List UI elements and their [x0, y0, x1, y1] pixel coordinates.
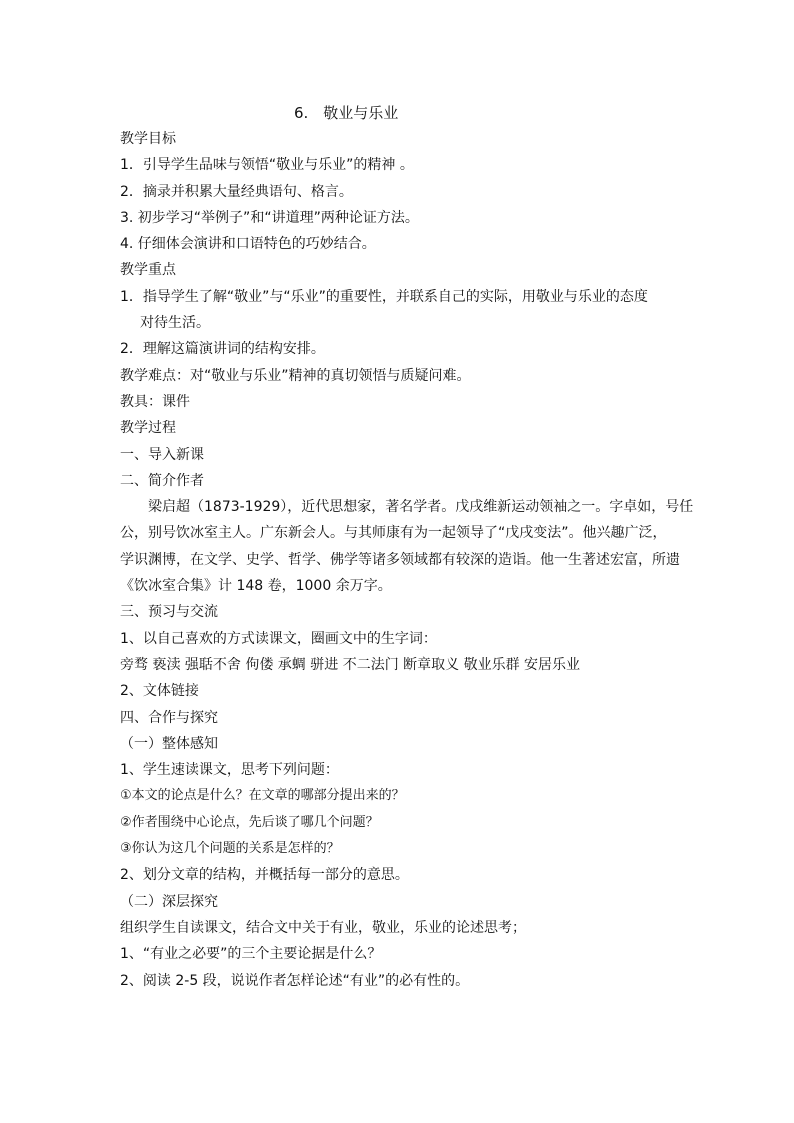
- objective-4: 4. 仔细体会演讲和口语特色的巧妙结合。: [120, 236, 376, 253]
- author-line-2: 公，别号饮冰室主人。广东新会人。与其师康有为一起领导了“戊戌变法”。他兴趣广泛，: [120, 525, 667, 542]
- subsection-deep: （二）深层探究: [120, 893, 218, 910]
- objective-2: 2．摘录并积累大量经典语句、格言。: [120, 183, 353, 200]
- process-heading: 教学过程: [120, 420, 176, 437]
- question-2: ②作者围绕中心论点，先后谈了哪几个问题？: [120, 814, 379, 830]
- step-author: 二、简介作者: [120, 472, 204, 489]
- step-preview: 三、预习与交流: [120, 604, 218, 621]
- objective-1: 1．引导学生品味与领悟“敬业与乐业”的精神 。: [120, 157, 414, 174]
- lesson-title: 6. 敬业与乐业: [294, 104, 399, 122]
- deep-intro: 组织学生自读课文，结合文中关于有业，敬业，乐业的论述思考；: [120, 919, 526, 936]
- author-line-4: 《饮冰室合集》计 148 卷，1000 余万字。: [120, 578, 392, 595]
- key-points-heading: 教学重点: [120, 262, 176, 279]
- teaching-tools: 教具：课件: [120, 393, 190, 410]
- title-row: [120, 100, 680, 126]
- deep-question-2: 2、阅读 2-5 段，说说作者怎样论述“有业”的必有性的。: [120, 972, 470, 989]
- deep-question-1: 1、“有业之必要”的三个主要论据是什么？: [120, 946, 382, 963]
- step-cooperation: 四、合作与探究: [120, 709, 218, 726]
- author-line-3: 学识渊博，在文学、史学、哲学、佛学等诸多领域都有较深的造诣。他一生著述宏富，所遗: [120, 551, 680, 568]
- document-body: [120, 100, 694, 994]
- key-point-1-line-1: 1．指导学生了解“敬业”与“乐业”的重要性，并联系自己的实际，用敬业与乐业的态度: [120, 288, 648, 305]
- preview-task-1: 1、以自己喜欢的方式读课文，圈画文中的生字词：: [120, 630, 437, 647]
- question-3: ③你认为这几个问题的关系是怎样的？: [120, 841, 340, 857]
- key-point-2: 2．理解这篇演讲词的结构安排。: [120, 341, 325, 358]
- objective-3: 3. 初步学习“举例子”和“讲道理”两种论证方法。: [120, 209, 419, 226]
- author-line-1: 梁启超（1873-1929），近代思想家，著名学者。戊戌维新运动领袖之一。字卓如，号任: [148, 499, 694, 516]
- subsection-overall: （一）整体感知: [120, 735, 218, 752]
- step-intro: 一、导入新课: [120, 446, 204, 463]
- objectives-heading: 教学目标: [120, 131, 176, 147]
- structure-task: 2、划分文章的结构，并概括每一部分的意思。: [120, 867, 409, 884]
- teaching-difficulty: 教学难点：对“敬业与乐业”精神的真切领悟与质疑问难。: [120, 367, 471, 384]
- question-1: ①本文的论点是什么？在文章的哪部分提出来的？: [120, 788, 405, 804]
- preview-task-2: 2、文体链接: [120, 683, 199, 700]
- vocabulary-list: 旁骛 亵渎 强聒不舍 佝偻 承蜩 骈进 不二法门 断章取义 敬业乐群 安居乐业: [120, 656, 581, 673]
- question-intro: 1、学生速读课文，思考下列问题：: [120, 762, 339, 779]
- key-point-1-line-2: 对待生活。: [140, 315, 210, 332]
